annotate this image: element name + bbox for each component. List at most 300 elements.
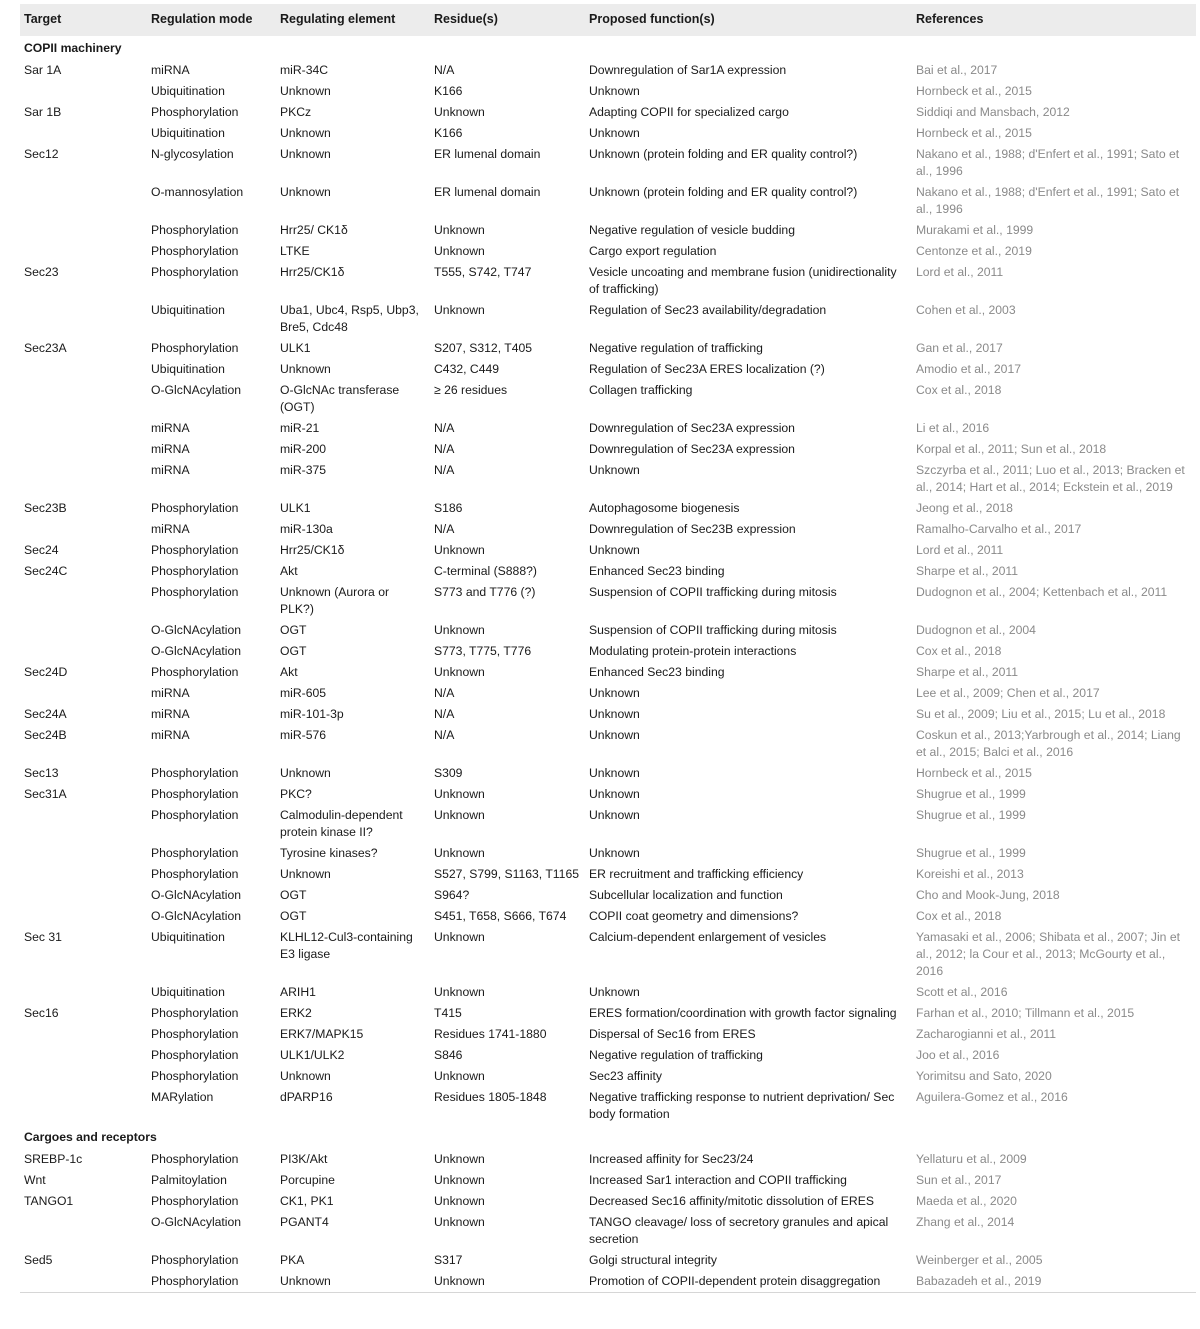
cell-reference: Maeda et al., 2020 xyxy=(916,1194,1017,1208)
cell-target: Sec 31 xyxy=(24,930,62,944)
table-body xyxy=(20,36,1196,1293)
cell-proposed-function: Downregulation of Sec23A expression xyxy=(589,442,795,456)
cell-proposed-function: Unknown xyxy=(589,985,640,999)
cell-regulating-element: Unknown xyxy=(280,1274,331,1288)
cell-proposed-function: Sec23 affinity xyxy=(589,1069,662,1083)
cell-regulation-mode: Phosphorylation xyxy=(151,105,239,119)
cell-residues: T415 xyxy=(434,1006,462,1020)
cell-regulation-mode: Phosphorylation xyxy=(151,1194,239,1208)
table-row xyxy=(20,725,1196,763)
column-header-regulation-mode: Regulation mode xyxy=(147,4,276,36)
cell-regulation-mode: Palmitoylation xyxy=(151,1173,227,1187)
cell-target xyxy=(20,359,147,380)
cell-proposed-function: Suspension of COPII trafficking during mitosis xyxy=(589,585,837,599)
cell-regulation-mode: Ubiquitination xyxy=(151,303,225,317)
cell-proposed-function: Cargo export regulation xyxy=(589,244,717,258)
cell-proposed-function: Promotion of COPII-dependent protein disaggregation xyxy=(589,1274,881,1288)
cell-proposed-function: Golgi structural integrity xyxy=(589,1253,718,1267)
table-row xyxy=(20,1250,1196,1271)
cell-regulation-mode: MARylation xyxy=(151,1090,214,1104)
cell-residues: ER lumenal domain xyxy=(434,185,541,199)
cell-target xyxy=(20,439,147,460)
cell-residues: C-terminal (S888?) xyxy=(434,564,537,578)
cell-reference: Shugrue et al., 1999 xyxy=(916,787,1026,801)
cell-regulation-mode: miRNA xyxy=(151,63,190,77)
cell-regulation-mode: Phosphorylation xyxy=(151,564,239,578)
cell-residues: Unknown xyxy=(434,846,485,860)
cell-regulation-mode: Phosphorylation xyxy=(151,223,239,237)
cell-regulating-element: LTKE xyxy=(280,244,310,258)
cell-proposed-function: Increased affinity for Sec23/24 xyxy=(589,1152,754,1166)
cell-proposed-function: Subcellular localization and function xyxy=(589,888,783,902)
cell-regulating-element: Hrr25/ CK1δ xyxy=(280,223,348,237)
cell-regulating-element: PKA xyxy=(280,1253,305,1267)
cell-proposed-function: Unknown xyxy=(589,728,640,742)
cell-residues: Residues 1805-1848 xyxy=(434,1090,547,1104)
cell-regulation-mode: Phosphorylation xyxy=(151,766,239,780)
cell-target: Sec16 xyxy=(24,1006,59,1020)
cell-residues: Unknown xyxy=(434,1194,485,1208)
table-row xyxy=(20,460,1196,498)
cell-regulation-mode: miRNA xyxy=(151,463,190,477)
cell-regulating-element: PI3K/Akt xyxy=(280,1152,328,1166)
cell-target xyxy=(20,641,147,662)
cell-target xyxy=(20,1087,147,1125)
cell-target: Sec24 xyxy=(24,543,59,557)
cell-residues: S186 xyxy=(434,501,463,515)
table-row xyxy=(20,1170,1196,1191)
cell-reference: Yamasaki et al., 2006; Shibata et al., 2007; Jin et al., 2012; la Cour et al., 2013; McGourty et al., 2016 xyxy=(916,930,1181,978)
cell-regulation-mode: Ubiquitination xyxy=(151,985,225,999)
regulation-table-container xyxy=(20,4,1196,1293)
cell-regulating-element: Uba1, Ubc4, Rsp5, Ubp3, Bre5, Cdc48 xyxy=(280,303,419,334)
cell-regulation-mode: Phosphorylation xyxy=(151,1152,239,1166)
cell-proposed-function: Enhanced Sec23 binding xyxy=(589,665,725,679)
cell-reference: Hornbeck et al., 2015 xyxy=(916,84,1032,98)
table-row xyxy=(20,885,1196,906)
cell-regulation-mode: Phosphorylation xyxy=(151,1274,239,1288)
table-row xyxy=(20,641,1196,662)
cell-target: Sec23 xyxy=(24,265,59,279)
table-row xyxy=(20,1271,1196,1293)
cell-regulating-element: miR-200 xyxy=(280,442,327,456)
table-row xyxy=(20,561,1196,582)
cell-regulation-mode: Phosphorylation xyxy=(151,244,239,258)
cell-target: Sar 1A xyxy=(24,63,62,77)
cell-target: Sec24C xyxy=(24,564,68,578)
cell-regulating-element: PKCz xyxy=(280,105,312,119)
cell-residues: Unknown xyxy=(434,808,485,822)
cell-regulating-element: ULK1 xyxy=(280,501,311,515)
cell-proposed-function: Unknown xyxy=(589,686,640,700)
cell-target xyxy=(20,885,147,906)
cell-proposed-function: Unknown xyxy=(589,766,640,780)
cell-target: Sec24B xyxy=(24,728,67,742)
table-row xyxy=(20,805,1196,843)
cell-regulating-element: Unknown xyxy=(280,1069,331,1083)
cell-regulation-mode: O-GlcNAcylation xyxy=(151,623,242,637)
cell-proposed-function: Unknown xyxy=(589,84,640,98)
section-header-row xyxy=(20,36,1196,60)
cell-reference: Nakano et al., 1988; d'Enfert et al., 1991; Sato et al., 1996 xyxy=(916,147,1180,178)
cell-residues: Unknown xyxy=(434,1152,485,1166)
cell-reference: Shugrue et al., 1999 xyxy=(916,808,1026,822)
cell-reference: Murakami et al., 1999 xyxy=(916,223,1034,237)
cell-residues: N/A xyxy=(434,463,455,477)
cell-regulating-element: Unknown xyxy=(280,126,331,140)
cell-proposed-function: Enhanced Sec23 binding xyxy=(589,564,725,578)
cell-regulating-element: miR-21 xyxy=(280,421,320,435)
cell-regulating-element: CK1, PK1 xyxy=(280,1194,334,1208)
cell-target: SREBP-1c xyxy=(24,1152,83,1166)
column-header-regulating-element: Regulating element xyxy=(276,4,430,36)
cell-proposed-function: Regulation of Sec23 availability/degradation xyxy=(589,303,827,317)
cell-residues: S964? xyxy=(434,888,470,902)
table-row xyxy=(20,144,1196,182)
column-header-residues: Residue(s) xyxy=(430,4,585,36)
cell-reference: Joo et al., 2016 xyxy=(916,1048,1000,1062)
cell-regulation-mode: Phosphorylation xyxy=(151,543,239,557)
table-row xyxy=(20,1066,1196,1087)
cell-proposed-function: Unknown xyxy=(589,808,640,822)
cell-regulation-mode: Ubiquitination xyxy=(151,362,225,376)
cell-regulation-mode: O-GlcNAcylation xyxy=(151,1215,242,1229)
table-row xyxy=(20,906,1196,927)
cell-proposed-function: Downregulation of Sec23B expression xyxy=(589,522,796,536)
cell-regulating-element: Tyrosine kinases? xyxy=(280,846,378,860)
cell-reference: Ramalho-Carvalho et al., 2017 xyxy=(916,522,1082,536)
cell-regulation-mode: Ubiquitination xyxy=(151,930,225,944)
cell-regulation-mode: miRNA xyxy=(151,522,190,536)
cell-reference: Aguilera-Gomez et al., 2016 xyxy=(916,1090,1068,1104)
cell-regulation-mode: miRNA xyxy=(151,686,190,700)
table-row xyxy=(20,683,1196,704)
cell-regulation-mode: O-GlcNAcylation xyxy=(151,383,242,397)
cell-regulating-element: ULK1/ULK2 xyxy=(280,1048,345,1062)
cell-regulating-element: Akt xyxy=(280,564,298,578)
section-title: COPII machinery xyxy=(24,41,122,55)
cell-reference: Nakano et al., 1988; d'Enfert et al., 1991; Sato et al., 1996 xyxy=(916,185,1180,216)
cell-regulating-element: Unknown xyxy=(280,185,331,199)
cell-proposed-function: Unknown (protein folding and ER quality control?) xyxy=(589,147,858,161)
cell-target xyxy=(20,241,147,262)
cell-regulating-element: O-GlcNAc transferase (OGT) xyxy=(280,383,400,414)
cell-residues: S773 and T776 (?) xyxy=(434,585,536,599)
cell-target xyxy=(20,1212,147,1250)
cell-target xyxy=(20,81,147,102)
cell-residues: ≥ 26 residues xyxy=(434,383,508,397)
cell-residues: K166 xyxy=(434,126,463,140)
cell-proposed-function: COPII coat geometry and dimensions? xyxy=(589,909,799,923)
cell-target xyxy=(20,460,147,498)
header-row xyxy=(20,4,1196,36)
cell-regulating-element: miR-101-3p xyxy=(280,707,344,721)
cell-residues: S527, S799, S1163, T1165 xyxy=(434,867,580,881)
cell-regulating-element: miR-34C xyxy=(280,63,329,77)
cell-residues: Unknown xyxy=(434,787,485,801)
cell-regulation-mode: O-GlcNAcylation xyxy=(151,888,242,902)
cell-reference: Cox et al., 2018 xyxy=(916,644,1002,658)
cell-residues: Residues 1741-1880 xyxy=(434,1027,547,1041)
cell-reference: Farhan et al., 2010; Tillmann et al., 2015 xyxy=(916,1006,1135,1020)
cell-proposed-function: Modulating protein-protein interactions xyxy=(589,644,797,658)
cell-target: Sec24A xyxy=(24,707,67,721)
table-row xyxy=(20,864,1196,885)
cell-reference: Dudognon et al., 2004 xyxy=(916,623,1036,637)
cell-regulating-element: dPARP16 xyxy=(280,1090,333,1104)
table-row xyxy=(20,662,1196,683)
cell-residues: S309 xyxy=(434,766,463,780)
cell-regulation-mode: Phosphorylation xyxy=(151,585,239,599)
cell-regulating-element: PGANT4 xyxy=(280,1215,329,1229)
cell-residues: N/A xyxy=(434,728,455,742)
cell-proposed-function: Vesicle uncoating and membrane fusion (unidirectionality of trafficking) xyxy=(589,265,897,296)
cell-proposed-function: Negative regulation of vesicle budding xyxy=(589,223,795,237)
section-title: Cargoes and receptors xyxy=(24,1130,157,1144)
cell-regulation-mode: Phosphorylation xyxy=(151,787,239,801)
cell-regulation-mode: Ubiquitination xyxy=(151,84,225,98)
cell-target xyxy=(20,380,147,418)
cell-regulating-element: Unknown xyxy=(280,766,331,780)
table-row xyxy=(20,338,1196,359)
cell-residues: Unknown xyxy=(434,1069,485,1083)
section-header-row xyxy=(20,1125,1196,1149)
cell-target xyxy=(20,1271,147,1293)
cell-regulating-element: OGT xyxy=(280,623,307,637)
cell-target: Sec13 xyxy=(24,766,59,780)
cell-residues: Unknown xyxy=(434,303,485,317)
cell-proposed-function: ERES formation/coordination with growth factor signaling xyxy=(589,1006,897,1020)
cell-regulating-element: Unknown xyxy=(280,867,331,881)
cell-proposed-function: Unknown xyxy=(589,126,640,140)
cell-target xyxy=(20,418,147,439)
cell-reference: Centonze et al., 2019 xyxy=(916,244,1032,258)
cell-regulating-element: Unknown xyxy=(280,147,331,161)
cell-reference: Zacharogianni et al., 2011 xyxy=(916,1027,1057,1041)
cell-regulating-element: Hrr25/CK1δ xyxy=(280,543,345,557)
table-row xyxy=(20,1149,1196,1170)
cell-regulating-element: miR-605 xyxy=(280,686,327,700)
cell-reference: Yorimitsu and Sato, 2020 xyxy=(916,1069,1052,1083)
cell-proposed-function: Suspension of COPII trafficking during mitosis xyxy=(589,623,837,637)
column-header-proposed-functions: Proposed function(s) xyxy=(585,4,912,36)
table-row xyxy=(20,439,1196,460)
cell-residues: S846 xyxy=(434,1048,463,1062)
cell-residues: Unknown xyxy=(434,105,485,119)
cell-regulating-element: ERK2 xyxy=(280,1006,312,1020)
cell-proposed-function: ER recruitment and trafficking efficiency xyxy=(589,867,804,881)
cell-reference: Scott et al., 2016 xyxy=(916,985,1008,999)
cell-reference: Li et al., 2016 xyxy=(916,421,990,435)
cell-reference: Lord et al., 2011 xyxy=(916,265,1004,279)
table-row xyxy=(20,763,1196,784)
cell-regulation-mode: Phosphorylation xyxy=(151,1048,239,1062)
cell-residues: S773, T775, T776 xyxy=(434,644,532,658)
cell-regulation-mode: Phosphorylation xyxy=(151,665,239,679)
cell-regulating-element: Akt xyxy=(280,665,298,679)
cell-regulation-mode: O-mannosylation xyxy=(151,185,244,199)
cell-proposed-function: Downregulation of Sec23A expression xyxy=(589,421,795,435)
cell-regulating-element: KLHL12-Cul3-containing E3 ligase xyxy=(280,930,413,961)
cell-regulating-element: Unknown xyxy=(280,362,331,376)
cell-proposed-function: Unknown xyxy=(589,707,640,721)
cell-regulation-mode: Phosphorylation xyxy=(151,1006,239,1020)
cell-target xyxy=(20,805,147,843)
cell-regulation-mode: Phosphorylation xyxy=(151,1027,239,1041)
cell-reference: Cox et al., 2018 xyxy=(916,909,1002,923)
table-header xyxy=(20,4,1196,36)
cell-reference: Cho and Mook-Jung, 2018 xyxy=(916,888,1060,902)
cell-target: Sed5 xyxy=(24,1253,53,1267)
cell-target xyxy=(20,220,147,241)
cell-residues: Unknown xyxy=(434,244,485,258)
table-row xyxy=(20,1024,1196,1045)
cell-residues: Unknown xyxy=(434,1215,485,1229)
cell-regulating-element: Hrr25/CK1δ xyxy=(280,265,345,279)
cell-target xyxy=(20,843,147,864)
cell-target xyxy=(20,683,147,704)
cell-proposed-function: Dispersal of Sec16 from ERES xyxy=(589,1027,756,1041)
cell-target: Sar 1B xyxy=(24,105,62,119)
cell-reference: Babazadeh et al., 2019 xyxy=(916,1274,1042,1288)
cell-target xyxy=(20,182,147,220)
cell-regulating-element: PKC? xyxy=(280,787,312,801)
cell-regulation-mode: miRNA xyxy=(151,707,190,721)
table-row xyxy=(20,784,1196,805)
table-row xyxy=(20,418,1196,439)
cell-proposed-function: Unknown (protein folding and ER quality control?) xyxy=(589,185,858,199)
cell-residues: S207, S312, T405 xyxy=(434,341,533,355)
cell-proposed-function: Regulation of Sec23A ERES localization (?) xyxy=(589,362,825,376)
cell-regulating-element: OGT xyxy=(280,909,307,923)
cell-residues: Unknown xyxy=(434,930,485,944)
cell-regulating-element: miR-576 xyxy=(280,728,327,742)
cell-reference: Gan et al., 2017 xyxy=(916,341,1003,355)
cell-reference: Cox et al., 2018 xyxy=(916,383,1002,397)
cell-regulation-mode: Phosphorylation xyxy=(151,867,239,881)
cell-reference: Bai et al., 2017 xyxy=(916,63,998,77)
cell-target: Sec23A xyxy=(24,341,67,355)
cell-residues: K166 xyxy=(434,84,463,98)
table-row xyxy=(20,704,1196,725)
cell-residues: Unknown xyxy=(434,985,485,999)
cell-target: Wnt xyxy=(24,1173,46,1187)
cell-target xyxy=(20,1066,147,1087)
cell-target xyxy=(20,123,147,144)
cell-regulating-element: miR-375 xyxy=(280,463,327,477)
cell-target xyxy=(20,906,147,927)
cell-target: Sec24D xyxy=(24,665,68,679)
cell-residues: N/A xyxy=(434,707,455,721)
table-row xyxy=(20,241,1196,262)
cell-regulating-element: Unknown (Aurora or PLK?) xyxy=(280,585,390,616)
cell-regulating-element: ERK7/MAPK15 xyxy=(280,1027,364,1041)
table-row xyxy=(20,60,1196,81)
cell-residues: T555, S742, T747 xyxy=(434,265,532,279)
table-row xyxy=(20,1045,1196,1066)
cell-reference: Hornbeck et al., 2015 xyxy=(916,126,1032,140)
cell-proposed-function: Downregulation of Sar1A expression xyxy=(589,63,787,77)
cell-residues: Unknown xyxy=(434,1173,485,1187)
cell-residues: ER lumenal domain xyxy=(434,147,541,161)
table-row xyxy=(20,540,1196,561)
cell-residues: S317 xyxy=(434,1253,463,1267)
table-row xyxy=(20,582,1196,620)
cell-regulating-element: Porcupine xyxy=(280,1173,335,1187)
cell-residues: Unknown xyxy=(434,665,485,679)
cell-reference: Koreishi et al., 2013 xyxy=(916,867,1024,881)
cell-proposed-function: Unknown xyxy=(589,463,640,477)
table-row xyxy=(20,380,1196,418)
table-row xyxy=(20,1212,1196,1250)
cell-regulating-element: OGT xyxy=(280,888,307,902)
cell-reference: Szczyrba et al., 2011; Luo et al., 2013; Bracken et al., 2014; Hart et al., 2014; Eckstein et al., 2019 xyxy=(916,463,1185,494)
cell-reference: Sharpe et al., 2011 xyxy=(916,564,1019,578)
table-row xyxy=(20,262,1196,300)
cell-proposed-function: TANGO cleavage/ loss of secretory granules and apical secretion xyxy=(589,1215,889,1246)
cell-proposed-function: Autophagosome biogenesis xyxy=(589,501,740,515)
table-row xyxy=(20,498,1196,519)
cell-reference: Su et al., 2009; Liu et al., 2015; Lu et al., 2018 xyxy=(916,707,1166,721)
cell-regulation-mode: Phosphorylation xyxy=(151,846,239,860)
cell-target xyxy=(20,982,147,1003)
cell-regulation-mode: Phosphorylation xyxy=(151,808,239,822)
cell-reference: Dudognon et al., 2004; Kettenbach et al., 2011 xyxy=(916,585,1168,599)
cell-reference: Coskun et al., 2013;Yarbrough et al., 2014; Liang et al., 2015; Balci et al., 2016 xyxy=(916,728,1181,759)
cell-residues: N/A xyxy=(434,522,455,536)
table-row xyxy=(20,1003,1196,1024)
cell-regulating-element: miR-130a xyxy=(280,522,333,536)
cell-target: TANGO1 xyxy=(24,1194,74,1208)
cell-proposed-function: Decreased Sec16 affinity/mitotic dissolution of ERES xyxy=(589,1194,874,1208)
cell-regulation-mode: Ubiquitination xyxy=(151,126,225,140)
cell-residues: Unknown xyxy=(434,1274,485,1288)
cell-residues: N/A xyxy=(434,63,455,77)
cell-residues: N/A xyxy=(434,686,455,700)
cell-target xyxy=(20,620,147,641)
cell-regulation-mode: miRNA xyxy=(151,728,190,742)
cell-reference: Lord et al., 2011 xyxy=(916,543,1004,557)
cell-reference: Korpal et al., 2011; Sun et al., 2018 xyxy=(916,442,1107,456)
column-header-references: References xyxy=(912,4,1196,36)
cell-regulation-mode: miRNA xyxy=(151,421,190,435)
cell-regulating-element: Unknown xyxy=(280,84,331,98)
cell-proposed-function: Unknown xyxy=(589,543,640,557)
cell-proposed-function: Negative regulation of trafficking xyxy=(589,341,763,355)
table-row xyxy=(20,982,1196,1003)
table-row xyxy=(20,359,1196,380)
cell-reference: Yellaturu et al., 2009 xyxy=(916,1152,1027,1166)
table-row xyxy=(20,843,1196,864)
cell-regulating-element: ULK1 xyxy=(280,341,311,355)
cell-reference: Lee et al., 2009; Chen et al., 2017 xyxy=(916,686,1100,700)
cell-proposed-function: Calcium-dependent enlargement of vesicles xyxy=(589,930,827,944)
cell-reference: Sun et al., 2017 xyxy=(916,1173,1002,1187)
cell-residues: Unknown xyxy=(434,623,485,637)
cell-residues: N/A xyxy=(434,421,455,435)
table-row xyxy=(20,300,1196,338)
table-row xyxy=(20,220,1196,241)
cell-regulation-mode: Phosphorylation xyxy=(151,1069,239,1083)
cell-reference: Zhang et al., 2014 xyxy=(916,1215,1015,1229)
cell-reference: Shugrue et al., 1999 xyxy=(916,846,1026,860)
column-header-target: Target xyxy=(20,4,147,36)
cell-regulating-element: Calmodulin-dependent protein kinase II? xyxy=(280,808,403,839)
cell-target: Sec12 xyxy=(24,147,59,161)
cell-regulation-mode: Phosphorylation xyxy=(151,501,239,515)
cell-regulating-element: OGT xyxy=(280,644,307,658)
table-row xyxy=(20,927,1196,982)
